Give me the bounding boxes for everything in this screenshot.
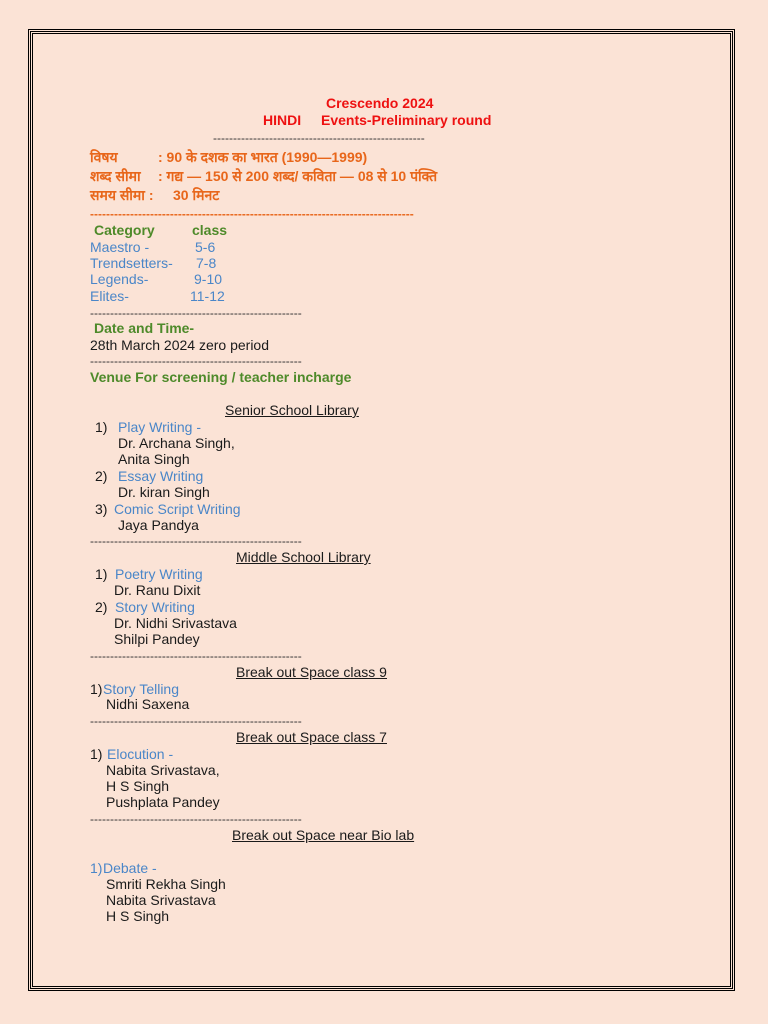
divider: ----------------------------------------------------- <box>213 131 425 145</box>
divider-orange: --------------------------------------------------------------------------------- <box>90 207 414 221</box>
teacher-name: H S Singh <box>106 778 170 794</box>
event-number: 1) <box>95 566 108 582</box>
teacher-name: Shilpi Pandey <box>114 631 200 647</box>
event-number: 1) <box>95 419 108 435</box>
category-class: 9-10 <box>194 271 223 287</box>
word-limit-value: : गद्य — 150 से 200 शब्द/ कविता — 08 से 10 पंक्ति <box>158 168 438 184</box>
event-elocution: Elocution - <box>107 746 174 762</box>
venue-title-class-7: Break out Space class 7 <box>236 729 387 745</box>
divider: ----------------------------------------------------- <box>90 306 302 320</box>
teacher-name: Smriti Rekha Singh <box>106 876 226 892</box>
venue-title-senior-library: Senior School Library <box>225 402 359 418</box>
category-name: Trendsetters- <box>90 255 173 271</box>
teacher-name: H S Singh <box>106 908 170 924</box>
date-time-heading: Date and Time- <box>94 320 195 336</box>
event-number: 1) <box>90 681 103 697</box>
category-class: 11-12 <box>190 288 225 304</box>
divider: ----------------------------------------------------- <box>90 714 302 728</box>
time-limit-label: समय सीमा : <box>90 187 154 203</box>
teacher-name: Anita Singh <box>118 451 190 467</box>
event-essay-writing: Essay Writing <box>118 468 204 484</box>
teacher-name: Pushplata Pandey <box>106 794 220 810</box>
category-name: Maestro - <box>90 239 150 255</box>
subtitle-events: Events-Preliminary round <box>321 112 492 128</box>
teacher-name: Dr. Nidhi Srivastava <box>114 615 237 631</box>
category-name: Legends- <box>90 271 149 287</box>
category-heading: Category <box>94 222 155 238</box>
venue-title-middle-library: Middle School Library <box>236 549 371 565</box>
date-time-value: 28th March 2024 zero period <box>90 337 269 353</box>
teacher-name: Jaya Pandya <box>118 517 199 533</box>
class-heading: class <box>192 222 228 238</box>
word-limit-label: शब्द सीमा <box>90 168 141 184</box>
event-poetry-writing: Poetry Writing <box>115 566 203 582</box>
subject-value: : 90 के दशक का भारत (1990—1999) <box>158 149 368 165</box>
event-number: 1) <box>90 860 103 876</box>
venue-title-class-9: Break out Space class 9 <box>236 664 387 680</box>
time-limit-value: 30 मिनट <box>173 187 220 203</box>
event-story-telling: Story Telling <box>103 681 180 697</box>
event-play-writing: Play Writing - <box>118 419 201 435</box>
event-number: 2) <box>95 468 108 484</box>
document-title: Crescendo 2024 <box>326 95 434 111</box>
divider: ----------------------------------------------------- <box>90 812 302 826</box>
divider: ----------------------------------------------------- <box>90 649 302 663</box>
event-debate: Debate - <box>103 860 157 876</box>
subject-label: विषय <box>90 149 118 165</box>
category-class: 7-8 <box>196 255 217 271</box>
teacher-name: Dr. Archana Singh, <box>118 435 235 451</box>
event-number: 2) <box>95 599 108 615</box>
category-name: Elites- <box>90 288 129 304</box>
divider: ----------------------------------------------------- <box>90 354 302 368</box>
event-story-writing: Story Writing <box>115 599 195 615</box>
teacher-name: Nidhi Saxena <box>106 696 190 712</box>
teacher-name: Dr. kiran Singh <box>118 484 210 500</box>
venue-title-bio-lab: Break out Space near Bio lab <box>232 827 415 843</box>
subtitle-hindi: HINDI <box>263 112 302 128</box>
event-number: 3) <box>95 501 108 517</box>
category-class: 5-6 <box>195 239 216 255</box>
divider: ----------------------------------------------------- <box>90 534 302 548</box>
event-comic-script-writing: Comic Script Writing <box>114 501 241 517</box>
teacher-name: Nabita Srivastava, <box>106 762 220 778</box>
venue-heading: Venue For screening / teacher incharge <box>90 369 352 385</box>
teacher-name: Dr. Ranu Dixit <box>114 582 201 598</box>
teacher-name: Nabita Srivastava <box>106 892 216 908</box>
event-number: 1) <box>90 746 103 762</box>
